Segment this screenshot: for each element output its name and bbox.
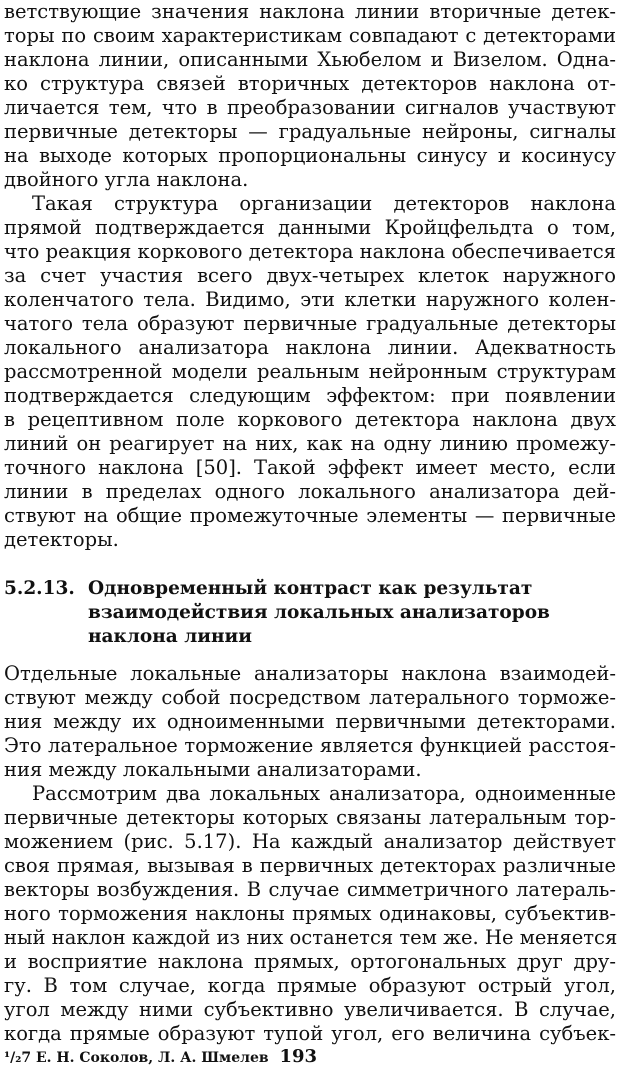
text-line: векторы возбуждения. В случае симметричного латераль- <box>4 878 616 901</box>
text-line: торы по своим характеристикам совпадают с детекторами <box>4 24 616 47</box>
text-line: что реакция коркового детектора наклона обеспечивается <box>4 240 616 263</box>
text-line: ствуют между собой посредством латерального торможе- <box>4 686 616 709</box>
text-line: локального анализатора наклона линии. Адекватность <box>4 336 616 359</box>
text-line: первичные детекторы которых связаны латеральным тор- <box>4 806 616 829</box>
section-title-line: взаимодействия локальных анализаторов <box>88 602 550 623</box>
text-line: Это латеральное торможение является функцией расстоя- <box>4 734 616 757</box>
text-line: ко структура связей вторичных детекторов наклона от- <box>4 72 616 95</box>
text-line: гу. В том случае, когда прямые образуют острый угол, <box>4 974 616 997</box>
text-line: подтверждается следующим эффектом: при появлении <box>4 384 616 407</box>
text-line: ния между локальными анализаторами. <box>4 758 422 781</box>
section-number: 5.2.13. <box>4 578 75 599</box>
text-line: ствуют на общие промежуточные элементы — первичные <box>4 504 616 527</box>
text-line: и восприятие наклона прямых, ортогональных друг дру- <box>4 950 616 973</box>
text-line: ветствующие значения наклона линии вторичные детек- <box>4 0 616 23</box>
page-number: 193 <box>279 1046 318 1067</box>
text-line: ния между их одноименными первичными детекторами. <box>4 710 616 733</box>
text-line: чатого тела образуют первичные градуальные детекторы <box>4 312 616 335</box>
text-line: прямой подтверждается данными Кройцфельдта о том, <box>4 216 616 239</box>
text-line: наклона линии, описанными Хьюбелом и Визелом. Одна- <box>4 48 616 71</box>
text-line: своя прямая, вызывая в первичных детекторах различные <box>4 854 616 877</box>
section-title-line: Одновременный контраст как результат <box>88 578 533 599</box>
text-line: угол между ними субъективно увеличивается. В случае, <box>4 998 616 1021</box>
page-footer <box>4 1047 317 1068</box>
text-line: рассмотренной модели реальным нейронным структурам <box>4 360 616 383</box>
text-line: ный наклон каждой из них останется тем же. Не меняется <box>4 926 618 949</box>
footer-authors: Е. Н. Соколов, Л. А. Шмелев <box>36 1050 269 1066</box>
text-line: линий он реагирует на них, как на одну линию промежу- <box>4 432 616 455</box>
text-line: Отдельные локальные анализаторы наклона взаимодей- <box>4 662 616 685</box>
text-line: ного торможения наклоны прямых одинаковы, субъектив- <box>4 902 616 925</box>
text-line: Такая структура организации детекторов наклона <box>32 192 616 215</box>
text-line: личается тем, что в преобразовании сигналов участвуют <box>4 96 616 119</box>
text-line: линии в пределах одного локального анализатора дей- <box>4 480 616 503</box>
text-line: за счет участия всего двух-четырех клеток наружного <box>4 264 616 287</box>
text-line: двойного угла наклона. <box>4 168 249 191</box>
text-line: Рассмотрим два локальных анализатора, одноименные <box>32 782 616 805</box>
text-line: когда прямые образуют тупой угол, его величина субъек- <box>4 1022 616 1045</box>
section-title-line: наклона линии <box>88 626 252 647</box>
text-line: точного наклона [50]. Такой эффект имеет место, если <box>4 456 616 479</box>
text-line: на выходе которых пропорциональны синусу и косинусу <box>4 144 616 167</box>
text-line: в рецептивном поле коркового детектора наклона двух <box>4 408 616 431</box>
text-line: коленчатого тела. Видимо, эти клетки наружного колен- <box>4 288 616 311</box>
text-line: детекторы. <box>4 528 119 551</box>
printer-signature: ¹/₂7 <box>4 1050 32 1066</box>
text-line: можением (рис. 5.17). На каждый анализатор действует <box>4 830 616 853</box>
text-line: первичные детекторы — градуальные нейроны, сигналы <box>4 120 616 143</box>
